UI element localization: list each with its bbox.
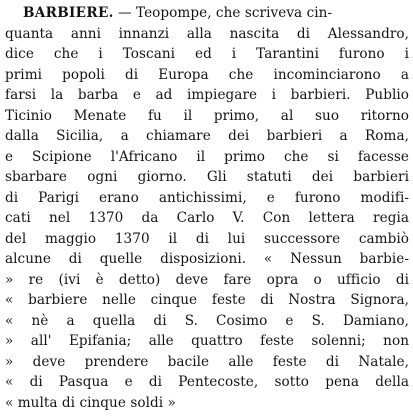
entry-line-10: di Parigi erano antichissimi, e furono modifi- [5,189,409,206]
entry-line-8: e Scipione l'Africano il primo che si facesse [5,148,409,165]
entry-line-19: « di Pasqua e di Pentecoste, sotto pena della [5,374,409,390]
entry-line-1-text: — Teopompe, che scriveva cin- [113,5,333,21]
entry-line-4: primi popoli di Europa che incominciarono a [5,66,409,83]
entry-line-1 [5,3,409,23]
entry-line-20: « multa di cinque soldi » [5,394,176,411]
entry-line-3: dice che i Toscani ed i Tarantini furono i [5,46,409,62]
entry-line-6: Ticinio Menate fu il primo, al suo ritorno [5,107,409,124]
entry-line-7: dalla Sicilia, a chiamare dei barbieri a Roma, [5,128,409,144]
entry-line-15: « barbiere nelle cinque feste di Nostra Signora, [5,292,409,308]
entry-line-14: » re (ivi è detto) deve fare opra o ufficio di [5,271,409,288]
entry-line-9: sbarbare ogni giorno. Gli statuti dei barbieri [5,169,409,185]
entry-line-17: » all' Epifania; alle quattro feste solenni; non [5,333,409,349]
entry-line-13: alcune di quelle disposizioni. « Nessun barbie- [5,251,409,267]
entry-line-5: farsi la barba e ad impiegare i barbieri. Publio [5,87,409,103]
entry-line-11: cati nel 1370 da Carlo V. Con lettera regia [5,210,409,226]
document-page [5,3,409,415]
entry-line-12: del maggio 1370 il di lui successore cambiò [5,230,409,247]
entry-line-18: » deve prendere bacile alle feste di Natale, [5,353,409,370]
entry-heading: BARBIERE. [23,5,114,21]
entry-line-16: « nè a quella di S. Cosimo e S. Damiano, [5,312,409,329]
entry-line-2: quanta anni innanzi alla nascita di Alessandro, [5,25,409,42]
